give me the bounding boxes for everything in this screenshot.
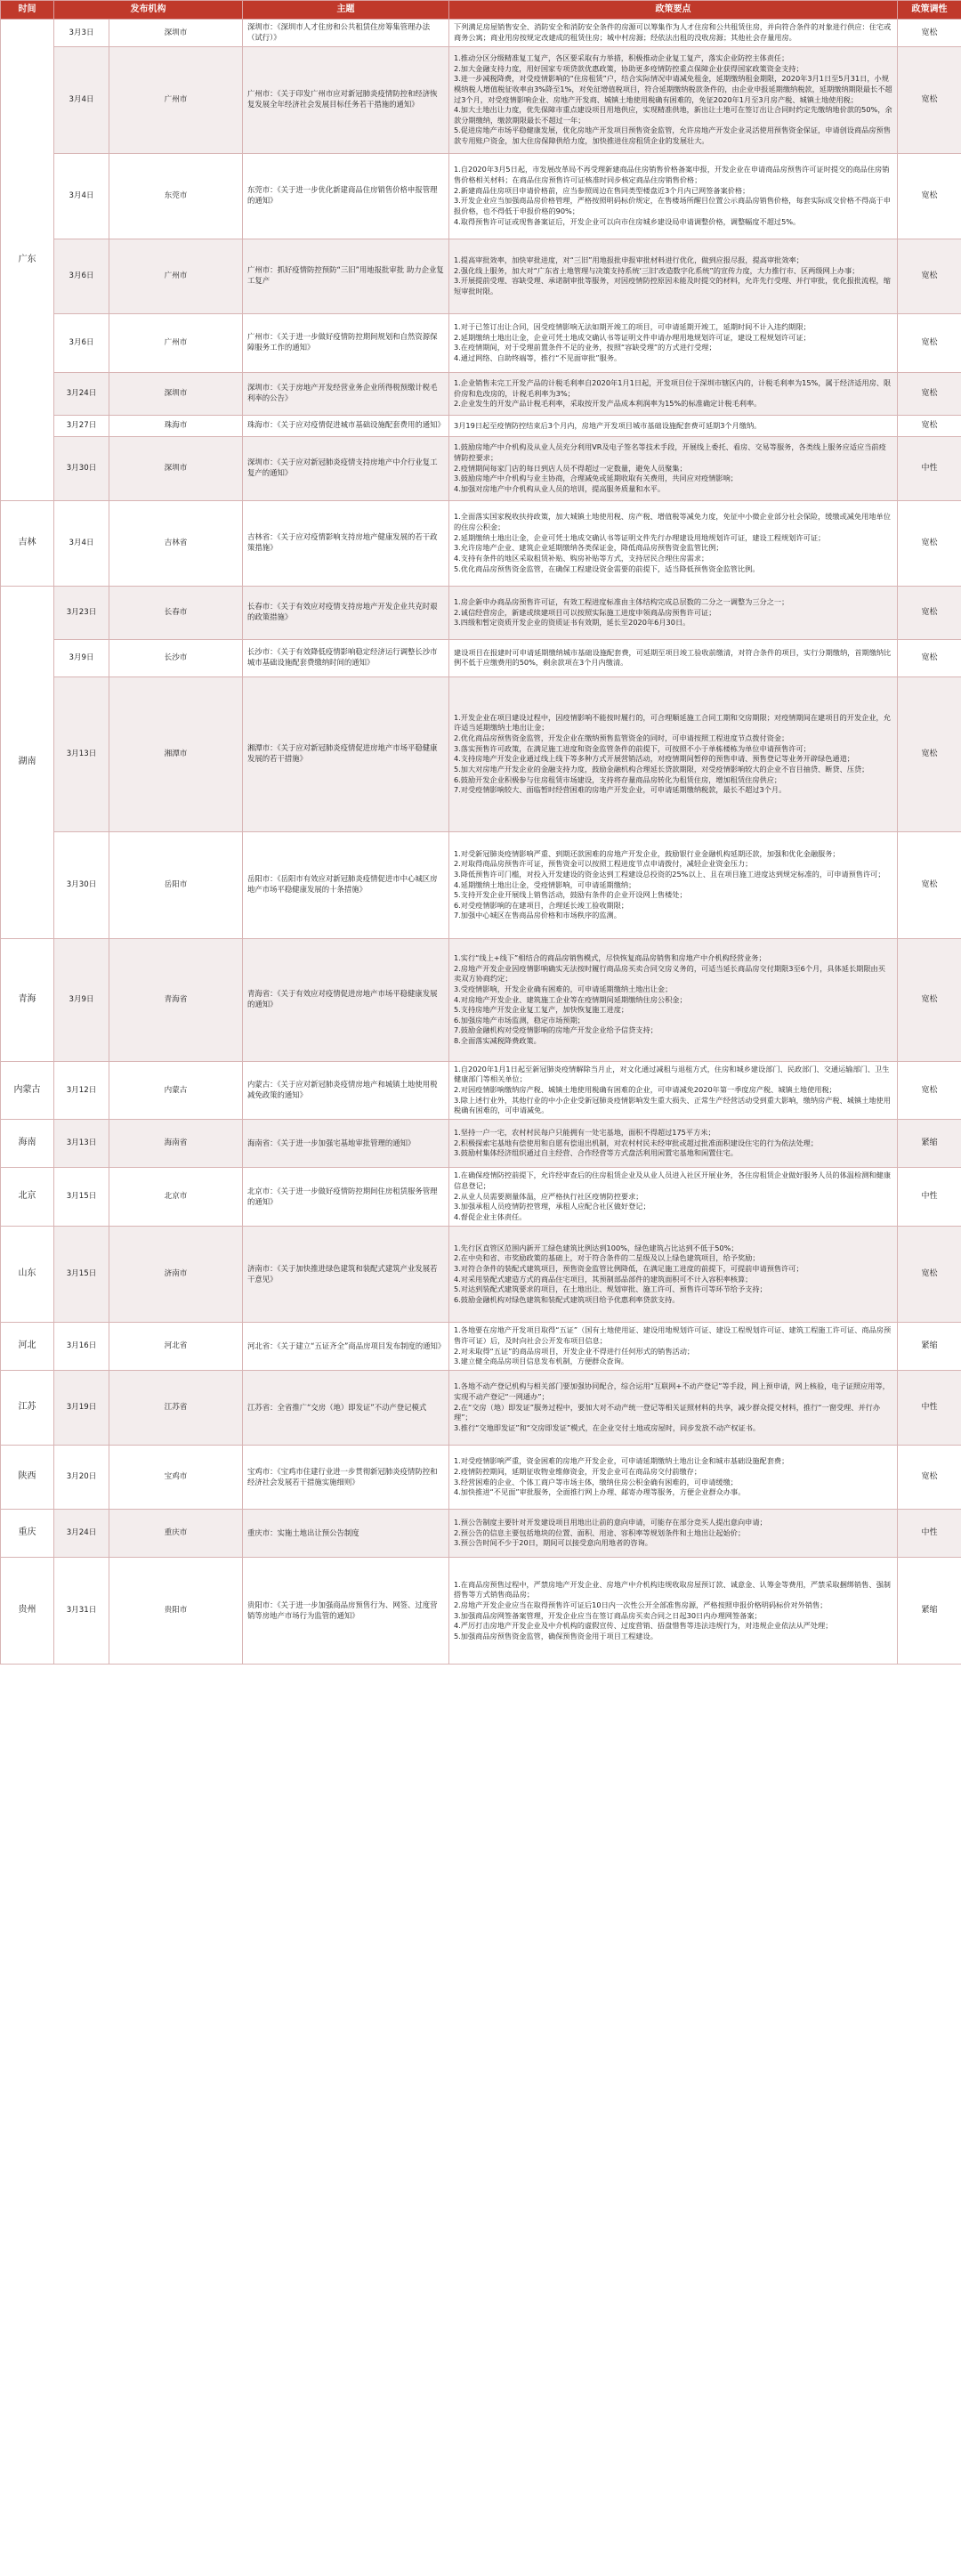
region-cell: 湖南 [1, 586, 54, 938]
direction-cell: 中性 [898, 1371, 961, 1446]
date-cell: 3月30日 [54, 436, 109, 500]
table-row [1, 1510, 961, 1558]
topic-cell: 长沙市：《关于有效降低疫情影响稳定经济运行调整长沙市城市基础设施配套费缴纳时间的通知》 [243, 639, 449, 676]
key-point-line: 3.对符合条件的装配式建筑项目，预售资金监管比例降低，在满足施工进度的前提下，可提前申请预售许可； [454, 1263, 804, 1273]
direction-cell: 宽松 [898, 676, 961, 831]
date-cell: 3月15日 [54, 1168, 109, 1227]
direction-cell: 宽松 [898, 415, 961, 436]
key-point-line: 4.严厉打击房地产开发企业及中介机构的虚假宣传、过度营销、捂盘惜售等违法违规行为，对违规企业依法从严处理； [454, 1621, 833, 1631]
direction-cell: 宽松 [898, 239, 961, 313]
institution-cell: 深圳市 [109, 436, 243, 500]
table-row [1, 831, 961, 938]
header-direction: 政策调性 [898, 1, 961, 20]
key-point-line: 3.允许房地产企业、建筑企业延期缴纳各类保证金，降低商品房预售资金监管比例； [454, 543, 723, 553]
key-points-cell [449, 639, 898, 676]
key-point-line: 2.延期缴纳土地出让金，企业可凭土地成交确认书等证明文件申请办理用地规划许可证，建设工程规划许可证； [454, 332, 811, 342]
key-point-line: 4.延期缴纳土地出让金，受疫情影响，可申请延期缴纳； [454, 879, 636, 889]
topic-cell: 北京市：《关于进一步做好疫情防控期间住房租赁服务管理的通知》 [243, 1168, 449, 1227]
institution-cell: 岳阳市 [109, 831, 243, 938]
date-cell: 3月12日 [54, 1061, 109, 1119]
key-points-cell [449, 1061, 898, 1119]
key-points-cell [449, 831, 898, 938]
institution-cell: 青海省 [109, 938, 243, 1061]
key-point-line: 4.通过网络、自助终端等，推行“不见面审批”服务。 [454, 352, 622, 362]
date-cell: 3月13日 [54, 676, 109, 831]
key-point-line: 1.各地要在房地产开发项目取得“五证”（国有土地使用证、建设用地规划许可证、建设工程规划许可证、建筑工程施工许可证、商品房预售许可证）后，及时向社会公开发布项目信息； [454, 1325, 892, 1345]
table-row [1, 1371, 961, 1446]
key-point-line: 3月19日起至疫情防控结束后3个月内，房地产开发项目城市基础设施配套费可延期3个月缴纳。 [454, 420, 762, 430]
key-points-cell [449, 415, 898, 436]
key-point-line: 2.企业发生的开发产品计税毛利率，采取按开发产品成本利润率为15%的标准确定计税毛利率。 [454, 399, 762, 409]
key-point-line: 1.坚持一户一宅，农村村民每户只能拥有一处宅基地，面积不得超过175平方米； [454, 1128, 715, 1138]
key-point-line: 1.预公告制度主要针对开发建设项目用地出让前的意向申请，可能存在部分竞买人提出意向申请； [454, 1518, 767, 1527]
key-point-line: 2.对取得商品房预售许可证，预售资金可以按照工程进度节点申请拨付，减轻企业资金压力； [454, 859, 753, 869]
table-row [1, 676, 961, 831]
key-points-cell [449, 372, 898, 415]
direction-cell: 宽松 [898, 1446, 961, 1510]
topic-cell: 岳阳市：《岳阳市有效应对新冠肺炎疫情促进市中心城区房地产市场平稳健康发展的十条措施》 [243, 831, 449, 938]
date-cell: 3月4日 [54, 46, 109, 153]
direction-cell: 宽松 [898, 831, 961, 938]
key-points-cell [449, 1510, 898, 1558]
topic-cell: 贵阳市：《关于进一步加强商品房预售行为、网签、过度营销等房地产市场行为监管的通知》 [243, 1558, 449, 1665]
topic-cell: 河北省：《关于建立“五证齐全”商品房项目发布制度的通知》 [243, 1323, 449, 1371]
direction-cell: 宽松 [898, 153, 961, 239]
table-row [1, 239, 961, 313]
region-cell: 北京 [1, 1168, 54, 1227]
key-point-line: 1.在确保疫情防控前提下，允许经审查后的住房租赁企业及从业人员进入社区开展业务，各住房租赁企业做好服务人员的体温检测和健康信息登记； [454, 1171, 891, 1191]
direction-cell: 宽松 [898, 500, 961, 586]
direction-cell: 宽松 [898, 313, 961, 372]
key-point-line: 建设项目在报建时可申请延期缴纳城市基础设施配套费，可延期至项目竣工验收前缴清，对符合条件的项目，实行分期缴纳，首期缴纳比例不低于应缴费用的50%，剩余款项在3个月内缴清。 [454, 647, 892, 668]
key-point-line: 2.疫情防控期间，延期征收物业维修资金，开发企业可在商品房交付前缴存； [454, 1466, 702, 1476]
key-point-line: 3.除上述行业外，其他行业的中小企业受新冠肺炎疫情影响发生重大损失、正常生产经营活动受到重大影响，缴纳房产税、城镇土地使用税确有困难的，可申请减免。 [454, 1095, 891, 1115]
topic-cell: 广州市：抓好疫情防控预防“三旧”用地报批审批 助力企业复工复产 [243, 239, 449, 313]
region-cell: 海南 [1, 1120, 54, 1168]
institution-cell: 吉林省 [109, 500, 243, 586]
header-institution: 发布机构 [54, 1, 243, 20]
key-point-line: 3.进一步减税降费，对受疫情影响的“住房租赁”户，结合实际情况申请减免租金，延期缴纳租金期限，2020年3月1日至5月31日，小规模纳税人增值税征收率由3%降至1%，对免征增值税项目，符合延期缴纳税款条件的，由企业申报延期缴纳税款，延期缴纳期限最长不超过3个月，对受疫情影响企业、房地产开发商、城镇土地使用税确有困难的，免征2020年1月至3月房产税、城镇土地使用税； [454, 74, 892, 104]
key-point-line: 1.在商品房预售过程中，严禁房地产开发企业、房地产中介机构违规收取房屋预订款、诚意金、认筹金等费用，严禁采取捆绑销售、强制搭售等方式销售商品房； [454, 1579, 891, 1600]
region-cell: 江苏 [1, 1371, 54, 1446]
key-points-cell [449, 1168, 898, 1227]
key-point-line: 3.加强承租人员疫情防控管理，承租人应配合社区做好登记； [454, 1202, 650, 1211]
topic-cell: 湘潭市：《关于应对新冠肺炎疫情促进房地产市场平稳健康发展的若干措施》 [243, 676, 449, 831]
key-point-line: 1.对受新冠肺炎疫情影响严重、到期还款困难的房地产开发企业，鼓励银行业金融机构延期还款，加强和优化金融服务； [454, 848, 840, 858]
key-point-line: 2.对未取得“五证”的商品房项目，开发企业不得进行任何形式的销售活动； [454, 1346, 695, 1356]
key-point-line: 3.四级和暂定资质开发企业的资质证书有效期，延长至2020年6月30日。 [454, 618, 690, 628]
region-cell: 广东 [1, 20, 54, 501]
direction-cell: 中性 [898, 436, 961, 500]
key-point-line: 2.在中央和省、市奖励政策的基础上，对于符合条件的二星级及以上绿色建筑项目，给予奖励； [454, 1253, 760, 1263]
date-cell: 3月31日 [54, 1558, 109, 1665]
table-row [1, 1227, 961, 1323]
topic-cell: 济南市：《关于加快推进绿色建筑和装配式建筑产业发展若干意见》 [243, 1227, 449, 1323]
key-points-cell [449, 153, 898, 239]
key-point-line: 2.对因疫情影响缴纳房产税、城镇土地使用税确有困难的企业，可申请减免2020年第一季度房产税、城镇土地使用税； [454, 1085, 836, 1095]
region-cell: 重庆 [1, 1510, 54, 1558]
institution-cell: 珠海市 [109, 415, 243, 436]
header-topic: 主题 [243, 1, 449, 20]
key-point-line: 3.建立健全商品房项目信息发布机制，方便群众查询。 [454, 1357, 629, 1366]
table-row [1, 1061, 961, 1119]
key-point-line: 3.在疫情期间，对于受理前置条件不足的业务，按照“容缺受理”的方式进行受理； [454, 343, 716, 352]
region-cell: 河北 [1, 1323, 54, 1371]
direction-cell: 宽松 [898, 938, 961, 1061]
key-point-line: 2.强化线上服务，加大对“广东省土地管理与决策支持系统‘三旧’改造数字化系统”的宣传力度，大力推行市、区两级网上办事； [454, 265, 860, 275]
key-points-cell [449, 46, 898, 153]
key-point-line: 6.加强房地产市场监测，稳定市场预期； [454, 1015, 585, 1025]
topic-cell: 吉林省：《关于应对疫情影响支持房地产健康发展的若干政策措施》 [243, 500, 449, 586]
topic-cell: 青海省：《关于有效应对疫情促进房地产市场平稳健康发展的通知》 [243, 938, 449, 1061]
topic-cell: 深圳市：《深圳市人才住房和公共租赁住房筹集管理办法（试行）》 [243, 20, 449, 47]
institution-cell: 贵阳市 [109, 1558, 243, 1665]
institution-cell: 长沙市 [109, 639, 243, 676]
table-row [1, 938, 961, 1061]
key-point-line: 4.对采用装配式建造方式的商品住宅项目，其预制部品部件的建筑面积可不计入容积率核算； [454, 1274, 753, 1284]
date-cell: 3月13日 [54, 1120, 109, 1168]
key-point-line: 7.加强中心城区在售商品房价格和市场秩序的监测。 [454, 911, 621, 920]
date-cell: 3月4日 [54, 500, 109, 586]
topic-cell: 深圳市：《关于应对新冠肺炎疫情支持房地产中介行业复工复产的通知》 [243, 436, 449, 500]
key-point-line: 4.取得预售许可证或现售备案证后，开发企业可以向市住房城乡建设局申请调整价格，调整幅度不超过5%。 [454, 216, 801, 226]
key-point-line: 2.房地产开发企业因疫情影响确实无法按时履行商品房买卖合同交房义务的，可适当延长商品房交付期限3至6个月，具体延长期限由买卖双方协商约定； [454, 963, 885, 984]
key-point-line: 1.房企新申办商品房预售许可证，有效工程进度标准由主体结构完成总层数的二分之一调整为三分之一； [454, 596, 789, 606]
key-point-line: 3.推行“交地即发证”和“交房即发证”模式，在企业交付土地或房屋时，同步发放不动产权证书。 [454, 1423, 761, 1432]
key-points-cell [449, 938, 898, 1061]
key-point-line: 2.预公告的信息主要包括地块的位置、面积、用途、容积率等规划条件和土地出让起始价； [454, 1527, 746, 1537]
key-point-line: 4.督促企业主体责任。 [454, 1212, 527, 1221]
key-point-line: 3.受疫情影响，开发企业确有困难的，可申请延期缴纳土地出让金； [454, 984, 673, 993]
key-point-line: 1.实行“线上+线下”相结合的商品房销售模式，尽快恢复商品房销售和房地产中介机构经营业务； [454, 952, 766, 962]
key-point-line: 3.开发企业应当加强商品房价格管理，严格按照明码标价规定，在售楼场所醒目位置公示商品房销售价格，每套实际成交价格不得高于申报价格，也不得低于申报价格的90%； [454, 196, 891, 215]
table-row [1, 1323, 961, 1371]
topic-cell: 江苏省：全省推广“交房（地）即发证”不动产登记模式 [243, 1371, 449, 1446]
topic-cell: 东莞市：《关于进一步优化新建商品住房销售价格申报管理的通知》 [243, 153, 449, 239]
topic-cell: 珠海市：《关于应对疫情促进城市基础设施配套费用的通知》 [243, 415, 449, 436]
key-point-line: 2.加大金融支持力度，用好国家专项贷款优惠政策，协助更多疫情防控重点保障企业获得国家政策资金支持； [454, 63, 804, 73]
key-points-cell [449, 239, 898, 313]
key-point-line: 2.房地产开发企业应当在取得预售许可证后10日内一次性公开全部准售房源，严格按照申报价格明码标价对外销售； [454, 1600, 828, 1609]
institution-cell: 宝鸡市 [109, 1446, 243, 1510]
institution-cell: 海南省 [109, 1120, 243, 1168]
table-row [1, 1446, 961, 1510]
key-point-line: 4.支持房地产开发企业通过线上线下等多种方式开展营销活动，对疫情期间暂停的预售申请、预售登记等业务开辟绿色通道； [454, 754, 854, 764]
key-points-cell [449, 500, 898, 586]
key-point-line: 3.经营困难的企业、个体工商户等市场主体，缴纳住房公积金确有困难的，可申请缓缴； [454, 1477, 738, 1486]
direction-cell: 宽松 [898, 46, 961, 153]
topic-cell: 海南省：《关于进一步加强宅基地审批管理的通知》 [243, 1120, 449, 1168]
topic-cell: 深圳市：《关于房地产开发经营业务企业所得税预缴计税毛利率的公告》 [243, 372, 449, 415]
table-row [1, 639, 961, 676]
date-cell: 3月4日 [54, 153, 109, 239]
institution-cell: 江苏省 [109, 1371, 243, 1446]
direction-cell: 宽松 [898, 20, 961, 47]
key-point-line: 2.优化商品房预售资金监管，开发企业在缴纳预售监管资金的同时，可申请按照工程进度节点拨付资金； [454, 733, 789, 743]
direction-cell: 宽松 [898, 586, 961, 639]
region-cell: 贵州 [1, 1558, 54, 1665]
institution-cell: 深圳市 [109, 372, 243, 415]
table-row [1, 20, 961, 47]
key-point-line: 3.落实预售许可政策，在满足施工进度和资金监管条件的前提下，可按照不小于单栋楼栋为单位申请预售许可； [454, 743, 811, 753]
direction-cell: 宽松 [898, 372, 961, 415]
key-point-line: 1.提高审批效率，加快审批进度，对“三旧”用地报批申报审批材料进行优化，做到应报尽报，提高审批效率； [454, 255, 804, 265]
header-time: 时间 [1, 1, 54, 20]
key-point-line: 1.全面落实国家税收扶持政策，加大城镇土地使用税、房产税、增值税等减免力度，免征中小微企业部分社会保险，缓缴或减免用地单位的住房公积金； [454, 512, 891, 532]
key-point-line: 1.开发企业在项目建设过程中，因疫情影响不能按时履行的，可合理顺延施工合同工期和交房期限；对疫情期间在建项目的开发企业，允许适当延期缴纳土地出让金； [454, 712, 891, 733]
date-cell: 3月9日 [54, 938, 109, 1061]
key-point-line: 2.新建商品住房项目申请价格前，应当参照周边在售同类型楼盘近3个月内已网签备案价格； [454, 185, 750, 195]
table-row [1, 415, 961, 436]
table-row [1, 1558, 961, 1665]
header-row [1, 1, 961, 20]
key-point-line: 3.预公告时间不少于20日，期间可以接受意向用地者的咨询。 [454, 1538, 652, 1548]
date-cell: 3月16日 [54, 1323, 109, 1371]
key-point-line: 5.促进房地产市场平稳健康发展，优化房地产开发项目预售资金监管，允许房地产开发企业灵活使用预售资金保证，申请创设商品房预售款专用账户资金，加大住房保障供给力度，加快推进住房租赁企业的发展壮大。 [454, 126, 891, 146]
key-point-line: 5.对达到装配式建筑要求的项目，在土地出让、规划审批、施工许可、预售许可等环节给予支持； [454, 1284, 767, 1294]
topic-cell: 重庆市：实施土地出让预公告制度 [243, 1510, 449, 1558]
key-point-line: 7.对受疫情影响较大、面临暂时经营困难的房地产开发企业，可申请延期缴纳税款，最长不超过3个月。 [454, 785, 787, 795]
date-cell: 3月19日 [54, 1371, 109, 1446]
date-cell: 3月24日 [54, 372, 109, 415]
topic-cell: 长春市：《关于有效应对疫情支持房地产开发企业共克时艰的政策措施》 [243, 586, 449, 639]
key-point-line: 2.疫情期间每家门店的每日到店人员不得超过一定数量，避免人员聚集； [454, 463, 687, 473]
key-point-line: 1.企业销售未完工开发产品的计税毛利率自2020年1月1日起，开发项目位于深圳市辖区内的，计税毛利率为15%，属于经济适用房、限价房和危改房的，计税毛利率为3%； [454, 377, 892, 398]
key-point-line: 6.鼓励金融机构对绿色建筑和装配式建筑项目给予优惠利率贷款支持。 [454, 1294, 680, 1304]
key-point-line: 4.对房地产开发企业、建筑施工企业等在疫情期间延期缴纳住房公积金； [454, 994, 687, 1004]
date-cell: 3月9日 [54, 639, 109, 676]
key-points-cell [449, 1120, 898, 1168]
key-point-line: 3.开展提前受理、容缺受理、承诺制审批等服务，对因疫情防控原因未能及时提交的材料，允许先行受理、并行审批，优化报批流程，缩短审批时限。 [454, 276, 891, 296]
key-point-line: 4.加强对房地产中介机构从业人员的培训，提高服务质量和水平。 [454, 483, 666, 493]
table-row [1, 313, 961, 372]
key-points-cell [449, 1558, 898, 1665]
institution-cell: 长春市 [109, 586, 243, 639]
key-point-line: 1.各地不动产登记机构与相关部门要加强协同配合，综合运用“互联网+不动产登记”等手段，网上预申请，网上核验，电子证照应用等，实现不动产登记“一网通办”； [454, 1381, 890, 1402]
institution-cell: 北京市 [109, 1168, 243, 1227]
key-point-line: 3.加强商品房网签备案管理，开发企业应当在签订商品房买卖合同之日起30日内办理网签备案； [454, 1610, 762, 1620]
key-point-line: 2.诚信经营房企，新建或续建项目可以按照实际施工进度申领商品房预售许可证； [454, 607, 716, 617]
date-cell: 3月6日 [54, 313, 109, 372]
institution-cell: 湘潭市 [109, 676, 243, 831]
direction-cell: 中性 [898, 1510, 961, 1558]
key-point-line: 5.支持房地产开发企业复工复产，加快恢复施工进度； [454, 1005, 629, 1015]
key-point-line: 1.自2020年1月1日起至新冠肺炎疫情解除当月止，对文化通过减租与退租方式，住房和城乡建设部门、民政部门、交通运输部门、卫生健康部门等相关单位； [454, 1064, 890, 1084]
header-key-points: 政策要点 [449, 1, 898, 20]
direction-cell: 紧缩 [898, 1323, 961, 1371]
institution-cell: 重庆市 [109, 1510, 243, 1558]
direction-cell: 中性 [898, 1168, 961, 1227]
key-point-line: 1.鼓励房地产中介机构及从业人员充分利用VR及电子签名等技术手段，开展线上委托、看房、交易等服务，各类线上服务应适应当前疫情防控要求； [454, 442, 886, 462]
date-cell: 3月6日 [54, 239, 109, 313]
institution-cell: 广州市 [109, 46, 243, 153]
topic-cell: 宝鸡市：《宝鸡市住建行业进一步贯彻新冠肺炎疫情防控和经济社会发展若干措施实施细则》 [243, 1446, 449, 1510]
table-row [1, 372, 961, 415]
key-points-cell [449, 436, 898, 500]
date-cell: 3月30日 [54, 831, 109, 938]
region-cell: 山东 [1, 1227, 54, 1323]
table-row [1, 1168, 961, 1227]
topic-cell: 广州市：《关于印发广州市应对新冠肺炎疫情防控和经济恢复发展全年经济社会发展目标任务若干措施的通知》 [243, 46, 449, 153]
institution-cell: 内蒙古 [109, 1061, 243, 1119]
key-point-line: 2.积极探索宅基地有偿使用和自愿有偿退出机制，对农村村民未经审批或超过批准面积建设住宅的行为依法处理； [454, 1138, 819, 1147]
key-point-line: 5.优化商品房预售资金监管，在确保工程建设资金需要的前提下，适当降低预售资金监管比例。 [454, 563, 760, 573]
key-point-line: 8.全面落实减税降费政策。 [454, 1036, 541, 1046]
table-row [1, 586, 961, 639]
key-point-line: 1.自2020年3月5日起，市发展改革局不再受理新建商品住房销售价格备案申报，开发企业在申请商品房预售许可证时提交的商品住房销售价格相关材料；在商品住房预售许可证核准时同步核定商品住房销售价格； [454, 165, 890, 185]
date-cell: 3月27日 [54, 415, 109, 436]
institution-cell: 河北省 [109, 1323, 243, 1371]
key-point-line: 5.支持开发企业开展线上销售活动，鼓励有条件的企业开设网上售楼处； [454, 890, 687, 900]
date-cell: 3月20日 [54, 1446, 109, 1510]
key-point-line: 1.先行区直管区范围内新开工绿色建筑比例达到100%，绿色建筑占比达到不低于50%； [454, 1243, 739, 1252]
institution-cell: 东莞市 [109, 153, 243, 239]
region-cell: 陕西 [1, 1446, 54, 1510]
key-points-cell [449, 676, 898, 831]
table-row [1, 436, 961, 500]
key-point-line: 4.加快推进“不见面”审批服务，全面推行网上办理、邮寄办理等服务，方便企业群众办事。 [454, 1487, 746, 1497]
key-point-line: 5.加强商品房预售资金监管，确保预售资金用于项目工程建设。 [454, 1631, 658, 1640]
key-point-line: 4.加大土地出让力度，优先保障市重点建设项目用地供应，实现精准供地，新出让土地可在签订出让合同时约定先缴纳地价款的50%，余款分期缴纳，缴款期限最长不超过一年； [454, 105, 892, 125]
region-cell: 青海 [1, 938, 54, 1061]
key-point-line: 3.降低预售许可门槛，对投入开发建设的资金达到工程建设总投资的25%以上、且在项目施工进度达到规定标准的，可申请预售许可； [454, 869, 885, 879]
key-point-line: 2.在“交房（地）即发证”服务过程中，要加大对不动产统一登记等相关证照材料的共享，减少群众提交材料，推行“一窗受理、并行办理”； [454, 1402, 881, 1422]
table-row [1, 1120, 961, 1168]
key-point-line: 7.鼓励金融机构对受疫情影响的房地产开发企业给予信贷支持； [454, 1025, 658, 1035]
key-points-cell [449, 1446, 898, 1510]
key-point-line: 6.对受疫情影响的在建项目，合理延长竣工验收期限； [454, 900, 629, 910]
key-points-cell [449, 20, 898, 47]
key-point-line: 2.延期缴纳土地出让金，企业可凭土地成交确认书等证明文件先行办理建设用地规划许可证，建设工程规划许可证； [454, 532, 826, 542]
key-points-cell [449, 586, 898, 639]
date-cell: 3月15日 [54, 1227, 109, 1323]
region-cell: 吉林 [1, 500, 54, 586]
topic-cell: 内蒙古：《关于应对新冠肺炎疫情房地产和城镇土地使用税减免政策的通知》 [243, 1061, 449, 1119]
table-row [1, 500, 961, 586]
institution-cell: 广州市 [109, 313, 243, 372]
date-cell: 3月23日 [54, 586, 109, 639]
direction-cell: 宽松 [898, 1061, 961, 1119]
key-point-line: 1.推动分区分级精准复工复产，各区要采取有力举措，积极推动企业复工复产，落实企业防控主体责任； [454, 53, 789, 62]
key-point-line: 下列满足房屋销售安全、消防安全和消防安全条件的房源可以筹集作为人才住房和公共租赁住房，并向符合条件的对象进行供应：住宅或商务公寓；商业用房按规定改建成的租赁住房；城中村房源；经依法出租的没收房源；其他社会存量用房。 [454, 22, 892, 42]
key-point-line: 4.支持有条件的地区采取租赁补贴、购房补贴等方式，支持居民合理住房需求； [454, 553, 709, 563]
key-points-cell [449, 1371, 898, 1446]
direction-cell: 紧缩 [898, 1558, 961, 1665]
key-point-line: 5.加大对房地产开发企业的金融支持力度，鼓励金融机构合理延长贷款期限，对受疫情影响较大的企业不盲目抽贷、断贷、压贷； [454, 764, 869, 774]
direction-cell: 宽松 [898, 639, 961, 676]
key-points-cell [449, 1323, 898, 1371]
key-point-line: 3.鼓励房地产中介机构与业主协商，合理减免或延期收取有关费用，共同应对疫情影响； [454, 474, 738, 483]
direction-cell: 紧缩 [898, 1120, 961, 1168]
institution-cell: 济南市 [109, 1227, 243, 1323]
institution-cell: 深圳市 [109, 20, 243, 47]
date-cell: 3月3日 [54, 20, 109, 47]
key-points-cell [449, 313, 898, 372]
key-points-cell [449, 1227, 898, 1323]
institution-cell: 广州市 [109, 239, 243, 313]
date-cell: 3月24日 [54, 1510, 109, 1558]
key-point-line: 6.鼓励开发企业积极参与住房租赁市场建设，支持将存量商品房转化为租赁住房，增加租赁住房供应； [454, 774, 782, 784]
key-point-line: 1.对受疫情影响严重，资金困难的房地产开发企业，可申请延期缴纳土地出让金和城市基础设施配套费； [454, 1456, 789, 1466]
table-body [1, 20, 961, 1665]
topic-cell: 广州市：《关于进一步做好疫情防控期间规划和自然资源保障服务工作的通知》 [243, 313, 449, 372]
key-point-line: 2.从业人员需要测量体温，应严格执行社区疫情防控要求； [454, 1191, 643, 1201]
key-point-line: 3.鼓励村集体经济组织通过自主经营、合作经营等方式盘活利用闲置宅基地和闲置住宅。 [454, 1148, 738, 1158]
table-row [1, 153, 961, 239]
key-point-line: 1.对于已签订出让合同，因受疫情影响无法如期开竣工的项目，可申请延期开竣工，延期时间不计入违约期限； [454, 322, 811, 332]
region-cell: 内蒙古 [1, 1061, 54, 1119]
table-row [1, 46, 961, 153]
direction-cell: 宽松 [898, 1227, 961, 1323]
